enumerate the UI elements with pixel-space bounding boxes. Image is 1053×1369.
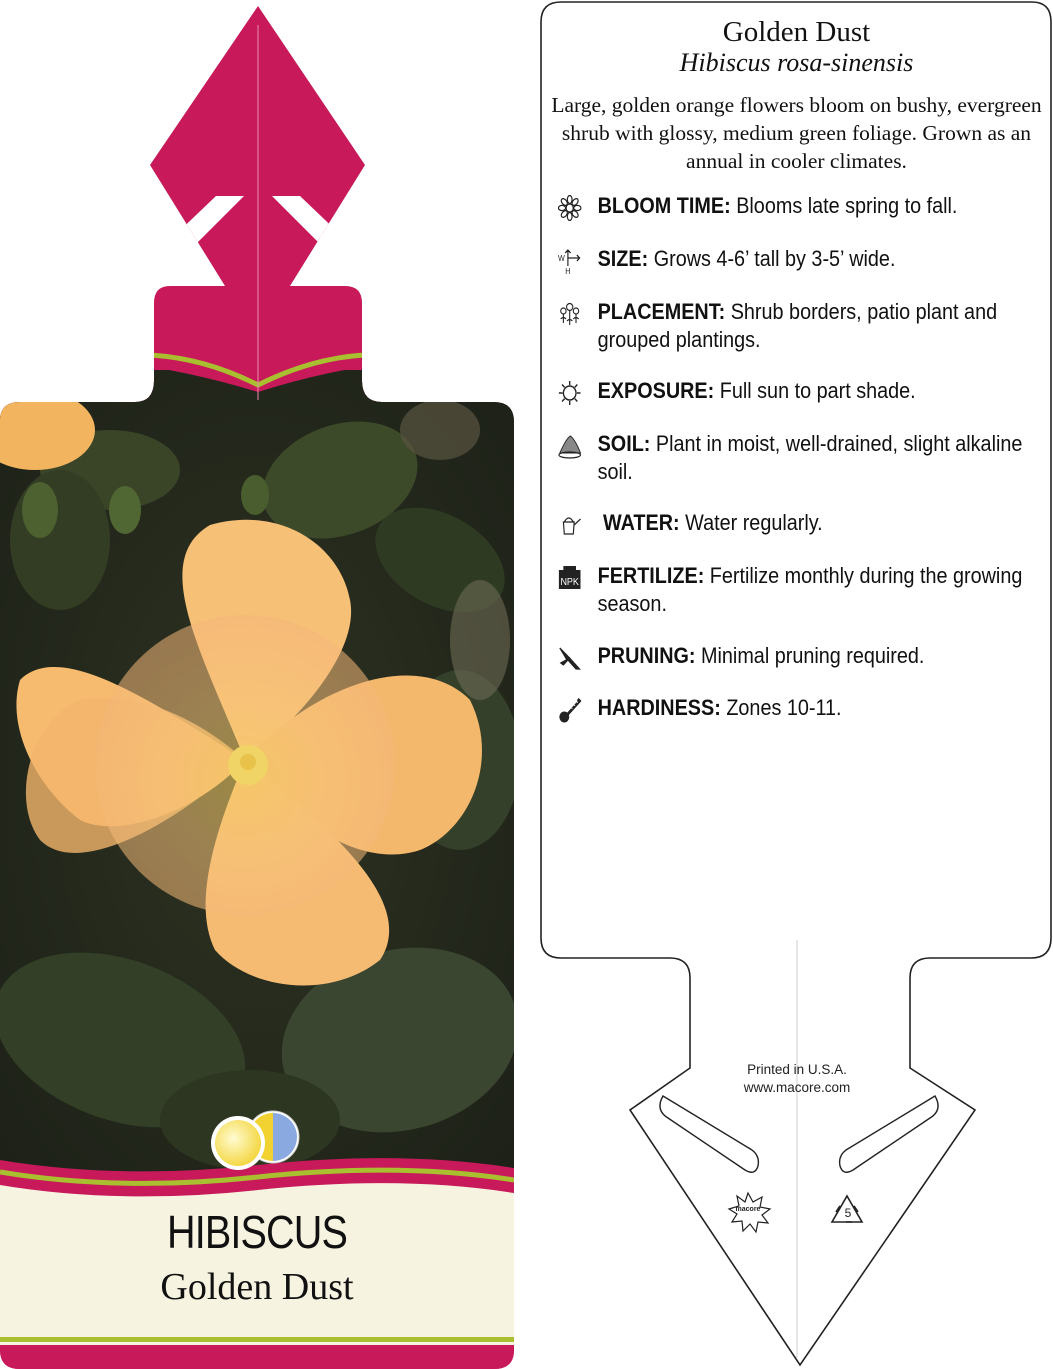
care-label: PRUNING:: [597, 643, 696, 668]
care-text: Blooms late spring to fall.: [736, 193, 958, 218]
care-text: Minimal pruning required.: [701, 643, 925, 668]
front-plant-name: HIBISCUS: [167, 1206, 347, 1258]
care-label: HARDINESS:: [597, 695, 721, 720]
front-variety-name: Golden Dust: [160, 1266, 354, 1308]
size-icon-h: H: [565, 266, 571, 274]
care-text: Grows 4-6’ tall by 3-5’ wide.: [653, 246, 896, 271]
flower-icon: [558, 195, 581, 221]
recycle-number: 5: [844, 1206, 852, 1220]
hibiscus-photo: [0, 370, 539, 1180]
plants-icon: [558, 301, 581, 327]
care-text: Fertilize monthly during the growing season.: [597, 563, 1023, 616]
care-label: EXPOSURE:: [597, 378, 715, 403]
back-variety-name: Golden Dust: [722, 16, 871, 48]
care-text: Shrub borders, patio plant and grouped plantings.: [597, 299, 998, 352]
macore-logo-text: macore: [735, 1206, 761, 1213]
botanical-name: Hibiscus rosa-sinensis: [679, 48, 914, 77]
plant-description: Large, golden orange flowers bloom on bushy, evergreen shrub with glossy, medium green foliage. Grown as an annual in cooler climates.: [551, 93, 1042, 173]
care-text: Plant in moist, well-drained, slight alkaline soil.: [597, 431, 1023, 484]
thermometer-icon: [558, 697, 581, 723]
fertilizer-npk-text: NPK: [560, 576, 579, 589]
sun-icon: [558, 380, 581, 406]
care-label: FERTILIZE:: [597, 563, 705, 588]
watering-can-icon: [558, 512, 581, 538]
printed-country: Printed in U.S.A.: [747, 1062, 847, 1077]
soil-icon: [558, 433, 581, 459]
size-icon: [558, 248, 581, 274]
printed-info: [700, 1061, 894, 1097]
care-text: Water regularly.: [685, 510, 823, 535]
fertilizer-icon: [558, 565, 581, 591]
care-label: PLACEMENT:: [597, 299, 726, 324]
pruner-icon: [558, 645, 581, 671]
care-text: Full sun to part shade.: [719, 378, 916, 403]
care-label: BLOOM TIME:: [597, 193, 731, 218]
care-label: SOIL:: [597, 431, 651, 456]
printed-website: www.macore.com: [743, 1080, 851, 1095]
size-icon-w: W: [558, 253, 565, 264]
care-text: Zones 10-11.: [726, 695, 842, 720]
care-label: SIZE:: [597, 246, 649, 271]
care-label: WATER:: [603, 510, 680, 535]
